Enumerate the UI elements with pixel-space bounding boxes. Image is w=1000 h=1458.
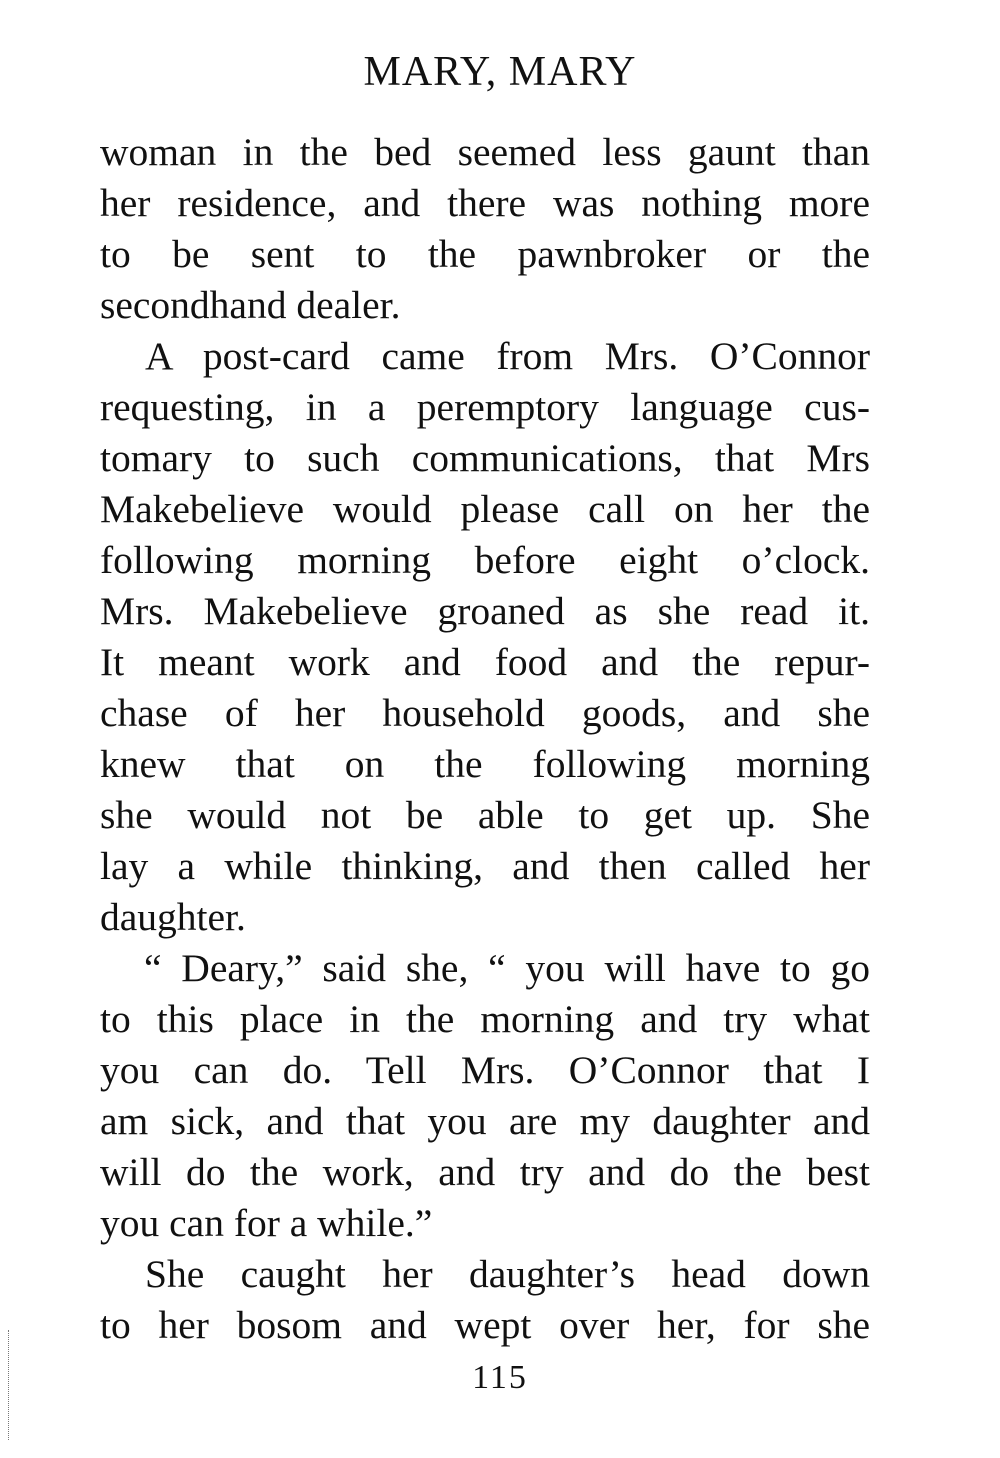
text-line: following morning before eight o’clock. (100, 538, 870, 582)
text-line: her residence, and there was nothing more (100, 181, 870, 225)
text-line: requesting, in a peremptory language cus- (100, 385, 870, 429)
text-line: “ Deary,” said she, “ you will have to go (144, 946, 870, 990)
text-line: to be sent to the pawnbroker or the (100, 232, 870, 276)
text-line: secondhand dealer. (100, 283, 401, 327)
text-line: you can for a while.” (100, 1201, 433, 1245)
text-line: daughter. (100, 895, 246, 939)
text-line: Mrs. Makebelieve groaned as she read it. (100, 589, 870, 633)
text-line: chase of her household goods, and she (100, 691, 870, 735)
scan-margin-mark (8, 1330, 10, 1440)
body-text (100, 127, 870, 1351)
text-line: to this place in the morning and try what (100, 997, 870, 1041)
text-line: will do the work, and try and do the best (100, 1150, 870, 1194)
text-line: It meant work and food and the repur- (100, 640, 870, 684)
text-line: knew that on the following morning (100, 742, 870, 786)
running-head: MARY, MARY (363, 49, 637, 95)
text-line: to her bosom and wept over her, for she (100, 1303, 870, 1347)
text-line: A post-card came from Mrs. O’Connor (145, 334, 870, 378)
text-line: woman in the bed seemed less gaunt than (100, 130, 870, 174)
text-line: She caught her daughter’s head down (145, 1252, 870, 1296)
text-line: Makebelieve would please call on her the (100, 487, 870, 531)
text-line: lay a while thinking, and then called her (100, 844, 870, 888)
text-line: am sick, and that you are my daughter and (100, 1099, 870, 1143)
text-line: she would not be able to get up. She (100, 793, 870, 837)
page-number: 115 (472, 1359, 528, 1396)
text-line: tomary to such communications, that Mrs (100, 436, 870, 480)
text-line: you can do. Tell Mrs. O’Connor that I (100, 1048, 870, 1092)
